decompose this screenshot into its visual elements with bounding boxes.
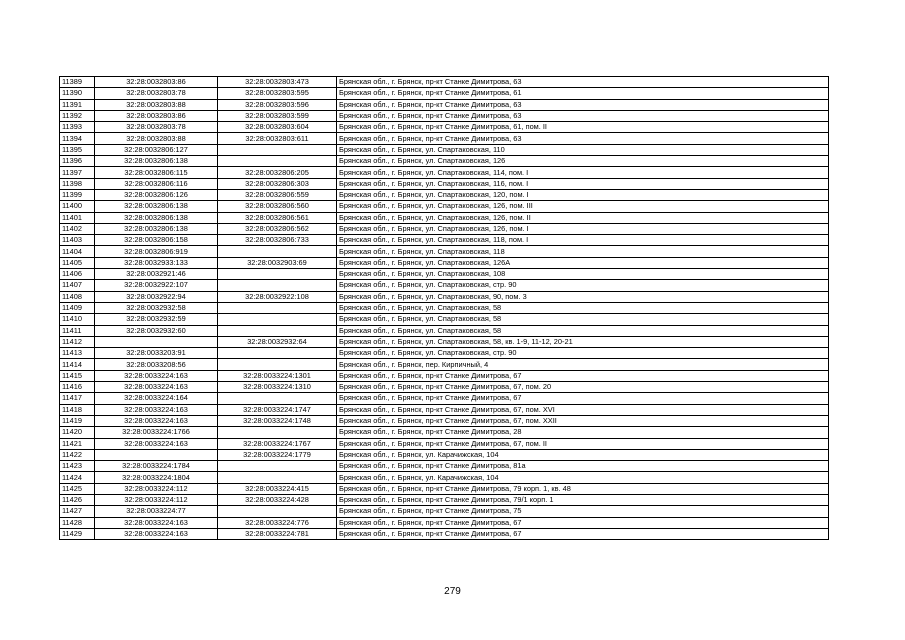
- table-row: [60, 370, 829, 381]
- cell-row-number: 11406: [60, 269, 95, 280]
- table-row: [60, 472, 829, 483]
- cell-parcel-cadastral-number: 32:28:0033224:77: [95, 506, 218, 517]
- cell-object-cadastral-number: 32:28:0033224:1767: [218, 438, 337, 449]
- cell-object-cadastral-number: [218, 302, 337, 313]
- cell-parcel-cadastral-number: 32:28:0032932:59: [95, 314, 218, 325]
- table-row: [60, 133, 829, 144]
- cell-address: Брянская обл., г. Брянск, ул. Спартаковская, 58: [337, 302, 829, 313]
- cell-object-cadastral-number: 32:28:0032803:596: [218, 99, 337, 110]
- cell-parcel-cadastral-number: 32:28:0032921:46: [95, 269, 218, 280]
- cell-parcel-cadastral-number: 32:28:0032806:158: [95, 235, 218, 246]
- table-row: [60, 257, 829, 268]
- cell-parcel-cadastral-number: 32:28:0032803:86: [95, 77, 218, 88]
- cell-address: Брянская обл., г. Брянск, пр-кт Станке Димитрова, 67, пом. II: [337, 438, 829, 449]
- cell-object-cadastral-number: 32:28:0032806:559: [218, 189, 337, 200]
- cell-address: Брянская обл., г. Брянск, ул. Спартаковская, 58: [337, 314, 829, 325]
- cell-object-cadastral-number: [218, 269, 337, 280]
- cell-parcel-cadastral-number: 32:28:0032803:88: [95, 133, 218, 144]
- cell-row-number: 11422: [60, 449, 95, 460]
- table-row: [60, 167, 829, 178]
- cell-object-cadastral-number: [218, 472, 337, 483]
- cell-object-cadastral-number: [218, 156, 337, 167]
- table-row: [60, 110, 829, 121]
- cell-address: Брянская обл., г. Брянск, пр-кт Станке Димитрова, 79 корп. 1, кв. 48: [337, 483, 829, 494]
- cell-row-number: 11414: [60, 359, 95, 370]
- cell-parcel-cadastral-number: 32:28:0032806:116: [95, 178, 218, 189]
- cell-parcel-cadastral-number: 32:28:0033224:163: [95, 404, 218, 415]
- cell-object-cadastral-number: [218, 427, 337, 438]
- cell-address: Брянская обл., г. Брянск, ул. Спартаковская, 90, пом. 3: [337, 291, 829, 302]
- cell-row-number: 11428: [60, 517, 95, 528]
- cell-address: Брянская обл., г. Брянск, ул. Спартаковская, 126: [337, 156, 829, 167]
- cell-object-cadastral-number: 32:28:0032803:604: [218, 122, 337, 133]
- cell-row-number: 11394: [60, 133, 95, 144]
- cell-address: Брянская обл., г. Брянск, ул. Спартаковская, 58, кв. 1-9, 11-12, 20-21: [337, 336, 829, 347]
- cell-row-number: 11413: [60, 348, 95, 359]
- cell-address: Брянская обл., г. Брянск, ул. Карачижская, 104: [337, 472, 829, 483]
- cell-address: Брянская обл., г. Брянск, пр-кт Станке Димитрова, 67: [337, 528, 829, 539]
- cell-row-number: 11398: [60, 178, 95, 189]
- table-row: [60, 223, 829, 234]
- cell-row-number: 11402: [60, 223, 95, 234]
- table-row: [60, 201, 829, 212]
- cell-row-number: 11409: [60, 302, 95, 313]
- cell-parcel-cadastral-number: 32:28:0032806:919: [95, 246, 218, 257]
- cell-object-cadastral-number: 32:28:0032803:595: [218, 88, 337, 99]
- cell-row-number: 11403: [60, 235, 95, 246]
- table-row: [60, 461, 829, 472]
- cell-object-cadastral-number: [218, 144, 337, 155]
- cell-row-number: 11407: [60, 280, 95, 291]
- page-number: 279: [444, 586, 461, 597]
- table-row: [60, 325, 829, 336]
- cell-row-number: 11420: [60, 427, 95, 438]
- cell-row-number: 11405: [60, 257, 95, 268]
- cell-row-number: 11400: [60, 201, 95, 212]
- cell-object-cadastral-number: 32:28:0033224:428: [218, 494, 337, 505]
- cell-parcel-cadastral-number: 32:28:0033224:163: [95, 415, 218, 426]
- table-row: [60, 348, 829, 359]
- cell-object-cadastral-number: [218, 506, 337, 517]
- table-row: [60, 189, 829, 200]
- cell-parcel-cadastral-number: 32:28:0032806:138: [95, 223, 218, 234]
- cell-row-number: 11395: [60, 144, 95, 155]
- cell-parcel-cadastral-number: 32:28:0033224:163: [95, 528, 218, 539]
- cell-address: Брянская обл., г. Брянск, ул. Спартаковская, 126А: [337, 257, 829, 268]
- cell-object-cadastral-number: 32:28:0033224:1310: [218, 382, 337, 393]
- cell-address: Брянская обл., г. Брянск, пр-кт Станке Димитрова, 67: [337, 393, 829, 404]
- cell-parcel-cadastral-number: 32:28:0033224:163: [95, 438, 218, 449]
- cell-address: Брянская обл., г. Брянск, ул. Спартаковская, 58: [337, 325, 829, 336]
- cell-parcel-cadastral-number: 32:28:0033224:163: [95, 517, 218, 528]
- cell-address: Брянская обл., г. Брянск, ул. Спартаковская, стр. 90: [337, 348, 829, 359]
- cell-row-number: 11421: [60, 438, 95, 449]
- cell-object-cadastral-number: 32:28:0033224:1779: [218, 449, 337, 460]
- cell-object-cadastral-number: [218, 280, 337, 291]
- cell-row-number: 11392: [60, 110, 95, 121]
- cell-address: Брянская обл., г. Брянск, ул. Спартаковская, 118, пом. I: [337, 235, 829, 246]
- cell-address: Брянская обл., г. Брянск, ул. Спартаковская, 126, пом. III: [337, 201, 829, 212]
- cell-address: Брянская обл., г. Брянск, пр-кт Станке Димитрова, 81а: [337, 461, 829, 472]
- table-row: [60, 291, 829, 302]
- cell-parcel-cadastral-number: 32:28:0033224:163: [95, 382, 218, 393]
- cell-address: Брянская обл., г. Брянск, ул. Спартаковская, 116, пом. I: [337, 178, 829, 189]
- cell-row-number: 11418: [60, 404, 95, 415]
- cell-address: Брянская обл., г. Брянск, пр-кт Станке Димитрова, 63: [337, 99, 829, 110]
- cell-address: Брянская обл., г. Брянск, пр-кт Станке Димитрова, 75: [337, 506, 829, 517]
- table-row: [60, 122, 829, 133]
- cell-parcel-cadastral-number: 32:28:0032803:78: [95, 88, 218, 99]
- cell-address: Брянская обл., г. Брянск, пр-кт Станке Димитрова, 63: [337, 77, 829, 88]
- cell-object-cadastral-number: 32:28:0032806:561: [218, 212, 337, 223]
- table-row: [60, 88, 829, 99]
- cell-object-cadastral-number: [218, 461, 337, 472]
- cell-address: Брянская обл., г. Брянск, ул. Спартаковская, 118: [337, 246, 829, 257]
- cell-row-number: 11390: [60, 88, 95, 99]
- table-row: [60, 156, 829, 167]
- cell-object-cadastral-number: 32:28:0033224:781: [218, 528, 337, 539]
- cell-row-number: 11415: [60, 370, 95, 381]
- table-row: [60, 438, 829, 449]
- cell-object-cadastral-number: [218, 314, 337, 325]
- cell-object-cadastral-number: 32:28:0033224:776: [218, 517, 337, 528]
- cell-parcel-cadastral-number: 32:28:0033224:1784: [95, 461, 218, 472]
- cell-object-cadastral-number: [218, 393, 337, 404]
- cell-row-number: 11426: [60, 494, 95, 505]
- cell-address: Брянская обл., г. Брянск, пр-кт Станке Димитрова, 67, пом. XXII: [337, 415, 829, 426]
- cell-row-number: 11396: [60, 156, 95, 167]
- cell-row-number: 11397: [60, 167, 95, 178]
- cell-object-cadastral-number: 32:28:0032803:473: [218, 77, 337, 88]
- table-row: [60, 528, 829, 539]
- table-row: [60, 144, 829, 155]
- cell-address: Брянская обл., г. Брянск, пр-кт Станке Димитрова, 67, пом. 20: [337, 382, 829, 393]
- cell-object-cadastral-number: 32:28:0032806:560: [218, 201, 337, 212]
- cell-address: Брянская обл., г. Брянск, ул. Спартаковская, 120, пом. I: [337, 189, 829, 200]
- registry-table: [59, 76, 829, 540]
- cell-row-number: 11425: [60, 483, 95, 494]
- cell-object-cadastral-number: 32:28:0032803:611: [218, 133, 337, 144]
- cell-parcel-cadastral-number: [95, 336, 218, 347]
- cell-address: Брянская обл., г. Брянск, ул. Спартаковская, 114, пом. I: [337, 167, 829, 178]
- table-row: [60, 404, 829, 415]
- cell-parcel-cadastral-number: 32:28:0032806:127: [95, 144, 218, 155]
- cell-parcel-cadastral-number: 32:28:0033224:112: [95, 483, 218, 494]
- table-row: [60, 246, 829, 257]
- cell-parcel-cadastral-number: 32:28:0033203:91: [95, 348, 218, 359]
- table-row: [60, 393, 829, 404]
- cell-row-number: 11412: [60, 336, 95, 347]
- cell-object-cadastral-number: 32:28:0032903:69: [218, 257, 337, 268]
- cell-object-cadastral-number: 32:28:0032922:108: [218, 291, 337, 302]
- table-row: [60, 494, 829, 505]
- cell-parcel-cadastral-number: 32:28:0033224:1804: [95, 472, 218, 483]
- cell-parcel-cadastral-number: 32:28:0032806:138: [95, 212, 218, 223]
- cell-parcel-cadastral-number: 32:28:0032803:88: [95, 99, 218, 110]
- cell-parcel-cadastral-number: 32:28:0033224:112: [95, 494, 218, 505]
- table-row: [60, 212, 829, 223]
- table-row: [60, 235, 829, 246]
- cell-address: Брянская обл., г. Брянск, пер. Кирпичный, 4: [337, 359, 829, 370]
- cell-parcel-cadastral-number: 32:28:0033208:56: [95, 359, 218, 370]
- table-row: [60, 382, 829, 393]
- cell-object-cadastral-number: 32:28:0032806:733: [218, 235, 337, 246]
- cell-parcel-cadastral-number: 32:28:0033224:163: [95, 370, 218, 381]
- cell-parcel-cadastral-number: 32:28:0032922:94: [95, 291, 218, 302]
- cell-object-cadastral-number: [218, 325, 337, 336]
- table-row: [60, 178, 829, 189]
- table-row: [60, 77, 829, 88]
- cell-address: Брянская обл., г. Брянск, ул. Спартаковская, 108: [337, 269, 829, 280]
- table-row: [60, 302, 829, 313]
- cell-row-number: 11427: [60, 506, 95, 517]
- table-row: [60, 427, 829, 438]
- table-row: [60, 359, 829, 370]
- cell-parcel-cadastral-number: 32:28:0032806:126: [95, 189, 218, 200]
- cell-address: Брянская обл., г. Брянск, ул. Спартаковская, стр. 90: [337, 280, 829, 291]
- cell-row-number: 11416: [60, 382, 95, 393]
- table-row: [60, 506, 829, 517]
- table-row: [60, 314, 829, 325]
- cell-row-number: 11424: [60, 472, 95, 483]
- table-row: [60, 99, 829, 110]
- cell-parcel-cadastral-number: 32:28:0032932:58: [95, 302, 218, 313]
- table-row: [60, 517, 829, 528]
- cell-object-cadastral-number: 32:28:0032803:599: [218, 110, 337, 121]
- cell-row-number: 11410: [60, 314, 95, 325]
- cell-address: Брянская обл., г. Брянск, пр-кт Станке Димитрова, 79/1 корп. 1: [337, 494, 829, 505]
- cell-address: Брянская обл., г. Брянск, пр-кт Станке Димитрова, 61: [337, 88, 829, 99]
- cell-object-cadastral-number: 32:28:0032806:562: [218, 223, 337, 234]
- table-row: [60, 415, 829, 426]
- cell-object-cadastral-number: 32:28:0032932:64: [218, 336, 337, 347]
- cell-row-number: 11423: [60, 461, 95, 472]
- cell-object-cadastral-number: [218, 359, 337, 370]
- cell-row-number: 11389: [60, 77, 95, 88]
- cell-address: Брянская обл., г. Брянск, пр-кт Станке Димитрова, 28: [337, 427, 829, 438]
- cell-object-cadastral-number: 32:28:0032806:205: [218, 167, 337, 178]
- cell-address: Брянская обл., г. Брянск, пр-кт Станке Димитрова, 67: [337, 517, 829, 528]
- cell-row-number: 11429: [60, 528, 95, 539]
- registry-table-body: [60, 77, 829, 540]
- cell-row-number: 11408: [60, 291, 95, 302]
- cell-address: Брянская обл., г. Брянск, пр-кт Станке Димитрова, 63: [337, 110, 829, 121]
- cell-row-number: 11417: [60, 393, 95, 404]
- cell-object-cadastral-number: 32:28:0033224:1747: [218, 404, 337, 415]
- table-row: [60, 336, 829, 347]
- cell-object-cadastral-number: 32:28:0033224:1301: [218, 370, 337, 381]
- cell-address: Брянская обл., г. Брянск, пр-кт Станке Димитрова, 63: [337, 133, 829, 144]
- cell-parcel-cadastral-number: 32:28:0032806:138: [95, 201, 218, 212]
- cell-parcel-cadastral-number: 32:28:0032806:115: [95, 167, 218, 178]
- cell-row-number: 11419: [60, 415, 95, 426]
- cell-row-number: 11411: [60, 325, 95, 336]
- cell-parcel-cadastral-number: 32:28:0032803:86: [95, 110, 218, 121]
- cell-parcel-cadastral-number: 32:28:0033224:164: [95, 393, 218, 404]
- cell-row-number: 11401: [60, 212, 95, 223]
- cell-object-cadastral-number: 32:28:0033224:1748: [218, 415, 337, 426]
- cell-row-number: 11404: [60, 246, 95, 257]
- cell-address: Брянская обл., г. Брянск, ул. Спартаковская, 126, пом. II: [337, 212, 829, 223]
- cell-address: Брянская обл., г. Брянск, пр-кт Станке Димитрова, 61, пом. II: [337, 122, 829, 133]
- cell-object-cadastral-number: [218, 246, 337, 257]
- cell-address: Брянская обл., г. Брянск, пр-кт Станке Димитрова, 67, пом. XVI: [337, 404, 829, 415]
- cell-parcel-cadastral-number: 32:28:0032932:60: [95, 325, 218, 336]
- cell-address: Брянская обл., г. Брянск, пр-кт Станке Димитрова, 67: [337, 370, 829, 381]
- cell-address: Брянская обл., г. Брянск, ул. Спартаковская, 110: [337, 144, 829, 155]
- cell-address: Брянская обл., г. Брянск, ул. Карачижская, 104: [337, 449, 829, 460]
- table-row: [60, 269, 829, 280]
- cell-row-number: 11391: [60, 99, 95, 110]
- cell-parcel-cadastral-number: 32:28:0032933:133: [95, 257, 218, 268]
- cell-row-number: 11399: [60, 189, 95, 200]
- cell-object-cadastral-number: 32:28:0032806:303: [218, 178, 337, 189]
- cell-object-cadastral-number: 32:28:0033224:415: [218, 483, 337, 494]
- cell-parcel-cadastral-number: 32:28:0033224:1766: [95, 427, 218, 438]
- cell-object-cadastral-number: [218, 348, 337, 359]
- table-row: [60, 449, 829, 460]
- cell-parcel-cadastral-number: [95, 449, 218, 460]
- cell-row-number: 11393: [60, 122, 95, 133]
- cell-parcel-cadastral-number: 32:28:0032803:78: [95, 122, 218, 133]
- table-row: [60, 280, 829, 291]
- cell-parcel-cadastral-number: 32:28:0032806:138: [95, 156, 218, 167]
- cell-address: Брянская обл., г. Брянск, ул. Спартаковская, 126, пом. I: [337, 223, 829, 234]
- cell-parcel-cadastral-number: 32:28:0032922:107: [95, 280, 218, 291]
- table-row: [60, 483, 829, 494]
